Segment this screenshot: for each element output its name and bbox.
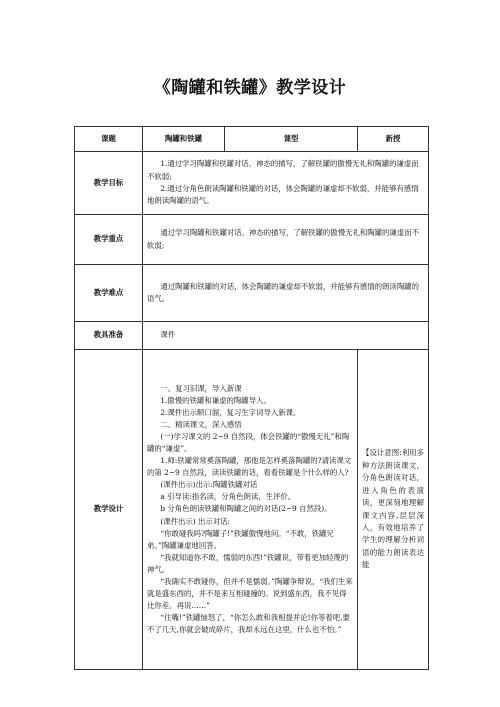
design-paragraph: “我就知道你不敢，懦弱的东西!”铁罐说，带着更加轻蔑的神气。 bbox=[147, 552, 349, 574]
design-paragraph: 2.课件出示顺口溜，复习生字词导入新课。 bbox=[160, 407, 301, 417]
type-label: 课型 bbox=[225, 127, 358, 152]
tools-text: 课件 bbox=[160, 330, 176, 340]
key-points-row bbox=[75, 215, 429, 265]
design-paragraph: “我确实不敢碰你，但并不是懦弱。”陶罐争辩说，“我们生来就是盛东西的，并不是来互相碰撞的。说到盛东西，我不见得比你差。再说……” bbox=[147, 577, 353, 611]
design-paragraph: “你敢碰我吗?陶罐子!”铁罐傲慢地问。“不敢，铁罐兄弟。”陶罐谦虚地回答。 bbox=[147, 528, 334, 550]
goals-label: 教学目标 bbox=[75, 152, 143, 215]
design-label: 教学设计 bbox=[75, 350, 143, 670]
goals-row bbox=[75, 152, 429, 215]
design-paragraph: (一)学习课文的 2~9 自然段，体会铁罐的“傲慢无礼”和陶罐的“谦虚”。 bbox=[147, 431, 350, 453]
difficulties-row bbox=[75, 265, 429, 322]
header-row bbox=[75, 127, 429, 152]
tools-row bbox=[75, 322, 429, 350]
topic-value: 陶罐和铁罐 bbox=[143, 127, 225, 152]
difficulties-text: 通过陶罐和铁罐的对话，体会陶罐的谦虚却不软弱，并能够有感情的朗读陶罐的语气。 bbox=[147, 281, 419, 303]
key-points-text: 通过学习陶罐和铁罐对话、神态的描写，了解铁罐的傲慢无礼和陶罐的谦虚而不软弱; bbox=[147, 228, 419, 250]
design-paragraph: “住嘴!”铁罐恼怒了，“你怎么敢和我相提并论!你等着吧,要不了几天,你就会破成碎片，我却永远在这里，什么也不怕。” bbox=[147, 613, 350, 635]
design-paragraph: (课件出示)出示:陶罐铁罐对话 bbox=[160, 480, 258, 490]
design-content bbox=[143, 350, 358, 670]
goal-line: 2.通过分角色朗读陶罐和铁罐的对话，体会陶罐的谦虚却不软弱，并能够有感情地朗读陶罐的语气。 bbox=[147, 184, 419, 206]
design-row bbox=[75, 350, 429, 670]
design-paragraph: 1.师:铁罐常常奚落陶罐，那他是怎样奚落陶罐的?请读课文的第 2~9 自然段，读读铁罐的话，看看铁罐是个什么样的人? bbox=[147, 456, 352, 478]
design-paragraph: 1.傲慢的铁罐和谦虚的陶罐导入。 bbox=[160, 395, 271, 405]
document-title: 《陶罐和铁罐》教学设计 bbox=[153, 78, 347, 98]
tools-label: 教具准备 bbox=[75, 322, 143, 350]
lesson-plan-table bbox=[74, 126, 429, 670]
type-value: 新授 bbox=[358, 127, 429, 152]
design-intent-note: 【设计意图:利用多种方法朗读课文，分角色朗读对话，进入角色的表演读，更深刻地理解课文内容,层层深入，有效地培养了学生的理解分析词语的能力朗读表达能 bbox=[358, 350, 429, 670]
goals-content bbox=[143, 152, 429, 215]
design-paragraph: 一、复习旧课，导入新课 bbox=[160, 383, 242, 393]
design-paragraph: a 引导读:指名读，分角色朗读，生评价。 bbox=[160, 492, 296, 502]
design-paragraph: (课件出示) 出示对话: bbox=[160, 516, 231, 526]
design-paragraph: b 分角色朗读铁罐和陶罐之间的对话(2~9 自然段)。 bbox=[160, 504, 332, 514]
goal-line: 1.通过学习陶罐和铁罐对话、神态的描写，了解铁罐的傲慢无礼和陶罐的谦虚而不软弱; bbox=[147, 159, 419, 181]
key-points-label: 教学重点 bbox=[75, 215, 143, 265]
topic-label: 课题 bbox=[75, 127, 143, 152]
design-paragraph: 二、精读课文，深入感悟 bbox=[160, 419, 242, 429]
difficulties-label: 教学难点 bbox=[75, 265, 143, 322]
